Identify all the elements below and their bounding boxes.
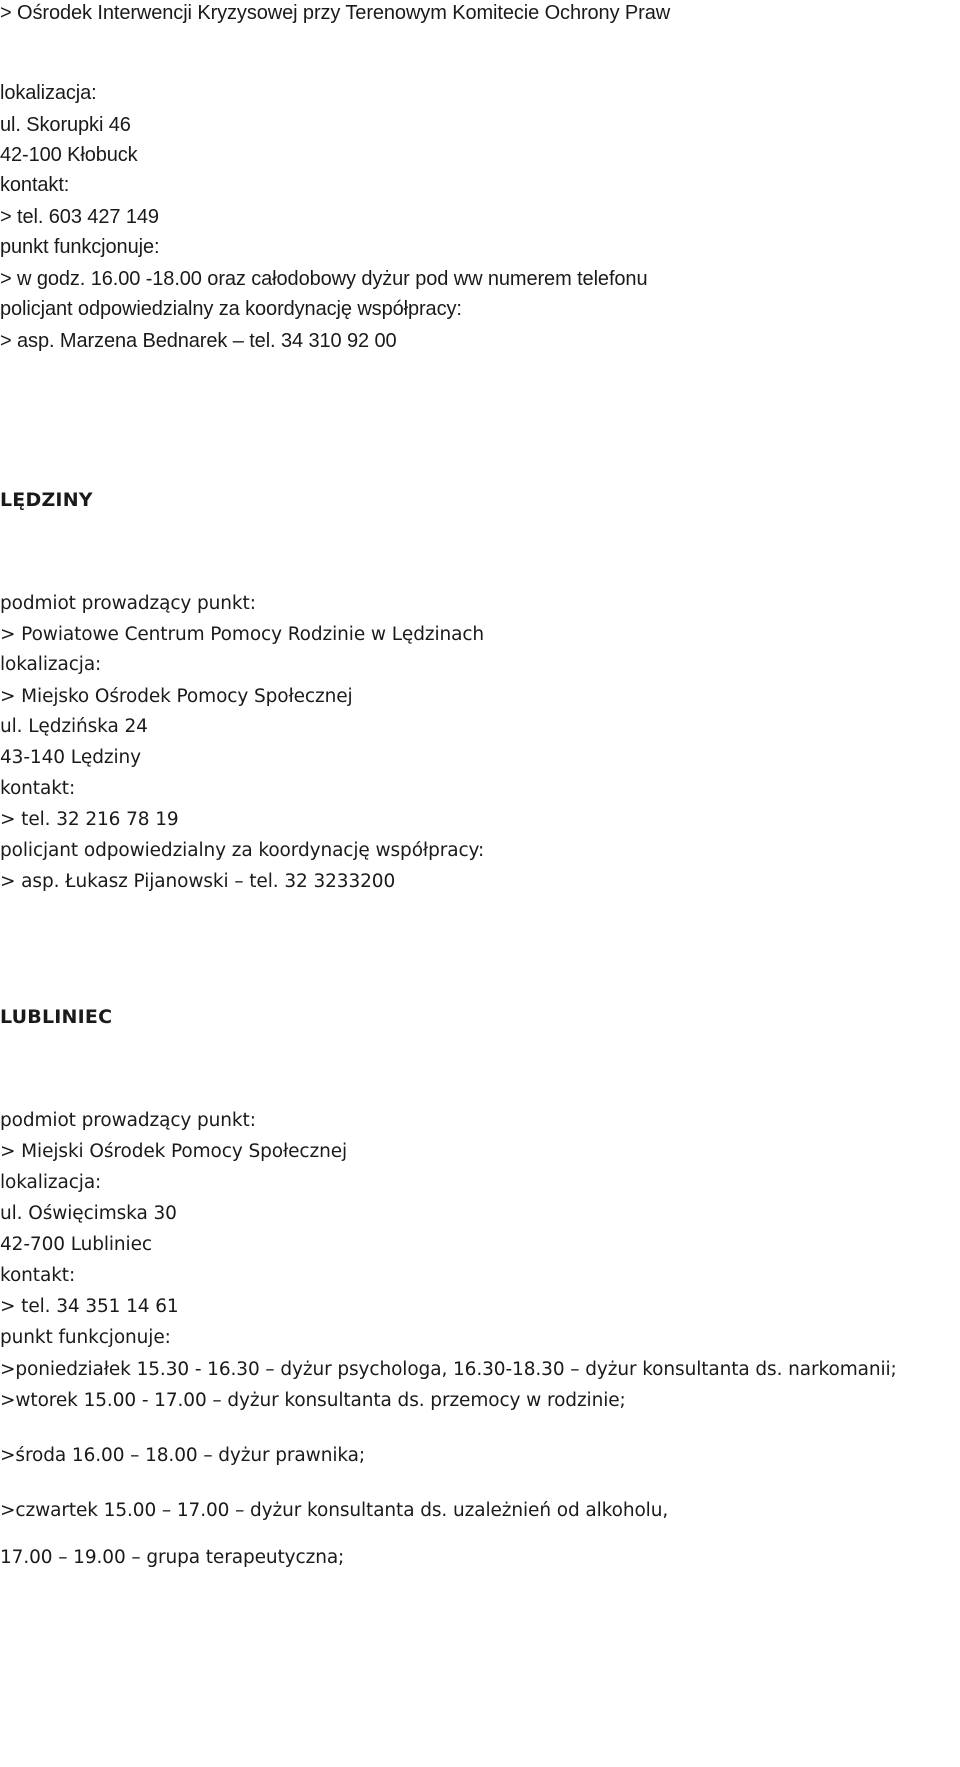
schedule-thursday-group: 17.00 – 19.00 – grupa terapeutyczna; — [0, 1547, 345, 1568]
section-heading-lubliniec: LUBLINIEC — [0, 1006, 113, 1028]
street-address: ul. Lędzińska 24 — [0, 716, 148, 737]
operator-name: > Powiatowe Centrum Pomocy Rodzinie w Lędzinach — [0, 624, 485, 645]
schedule-thursday: >czwartek 15.00 – 17.00 – dyżur konsultanta ds. uzależnień od alkoholu, — [0, 1500, 669, 1521]
officer-contact: > asp. Marzena Bednarek – tel. 34 310 92 00 — [0, 330, 397, 352]
operator-label: podmiot prowadzący punkt: — [0, 1110, 256, 1131]
street-address: ul. Skorupki 46 — [0, 114, 131, 136]
opening-hours: > w godz. 16.00 -18.00 oraz całodobowy dyżur pod ww numerem telefonu — [0, 268, 648, 290]
hours-label: punkt funkcjonuje: — [0, 1327, 171, 1348]
phone-number: > tel. 32 216 78 19 — [0, 809, 179, 830]
phone-number: > tel. 34 351 14 61 — [0, 1296, 179, 1317]
operator-name: > Miejski Ośrodek Pomocy Społecznej — [0, 1141, 348, 1162]
contact-label: kontakt: — [0, 174, 70, 196]
officer-label: policjant odpowiedzialny za koordynację współpracy: — [0, 298, 462, 320]
schedule-monday: >poniedziałek 15.30 - 16.30 – dyżur psychologa, 16.30-18.30 – dyżur konsultanta ds. narkomanii; — [0, 1359, 897, 1380]
location-label: lokalizacja: — [0, 654, 102, 675]
schedule-wednesday: >środa 16.00 – 18.00 – dyżur prawnika; — [0, 1445, 366, 1466]
contact-label: kontakt: — [0, 778, 76, 799]
section-heading-ledziny: LĘDZINY — [0, 489, 93, 511]
section-title-klobuck: > Ośrodek Interwencji Kryzysowej przy Terenowym Komitecie Ochrony Praw — [0, 2, 671, 24]
hours-label: punkt funkcjonuje: — [0, 236, 160, 258]
location-label: lokalizacja: — [0, 1172, 102, 1193]
schedule-tuesday: >wtorek 15.00 - 17.00 – dyżur konsultanta ds. przemocy w rodzinie; — [0, 1390, 626, 1411]
street-address: ul. Oświęcimska 30 — [0, 1203, 177, 1224]
operator-label: podmiot prowadzący punkt: — [0, 593, 256, 614]
city-postcode: 42-100 Kłobuck — [0, 144, 138, 166]
officer-label: policjant odpowiedzialny za koordynację współpracy: — [0, 840, 485, 861]
location-name: > Miejsko Ośrodek Pomocy Społecznej — [0, 686, 353, 707]
city-postcode: 43-140 Lędziny — [0, 747, 141, 768]
officer-contact: > asp. Łukasz Pijanowski – tel. 32 3233200 — [0, 871, 396, 892]
city-postcode: 42-700 Lubliniec — [0, 1234, 152, 1255]
contact-label: kontakt: — [0, 1265, 76, 1286]
location-label: lokalizacja: — [0, 82, 97, 104]
phone-number: > tel. 603 427 149 — [0, 206, 159, 228]
